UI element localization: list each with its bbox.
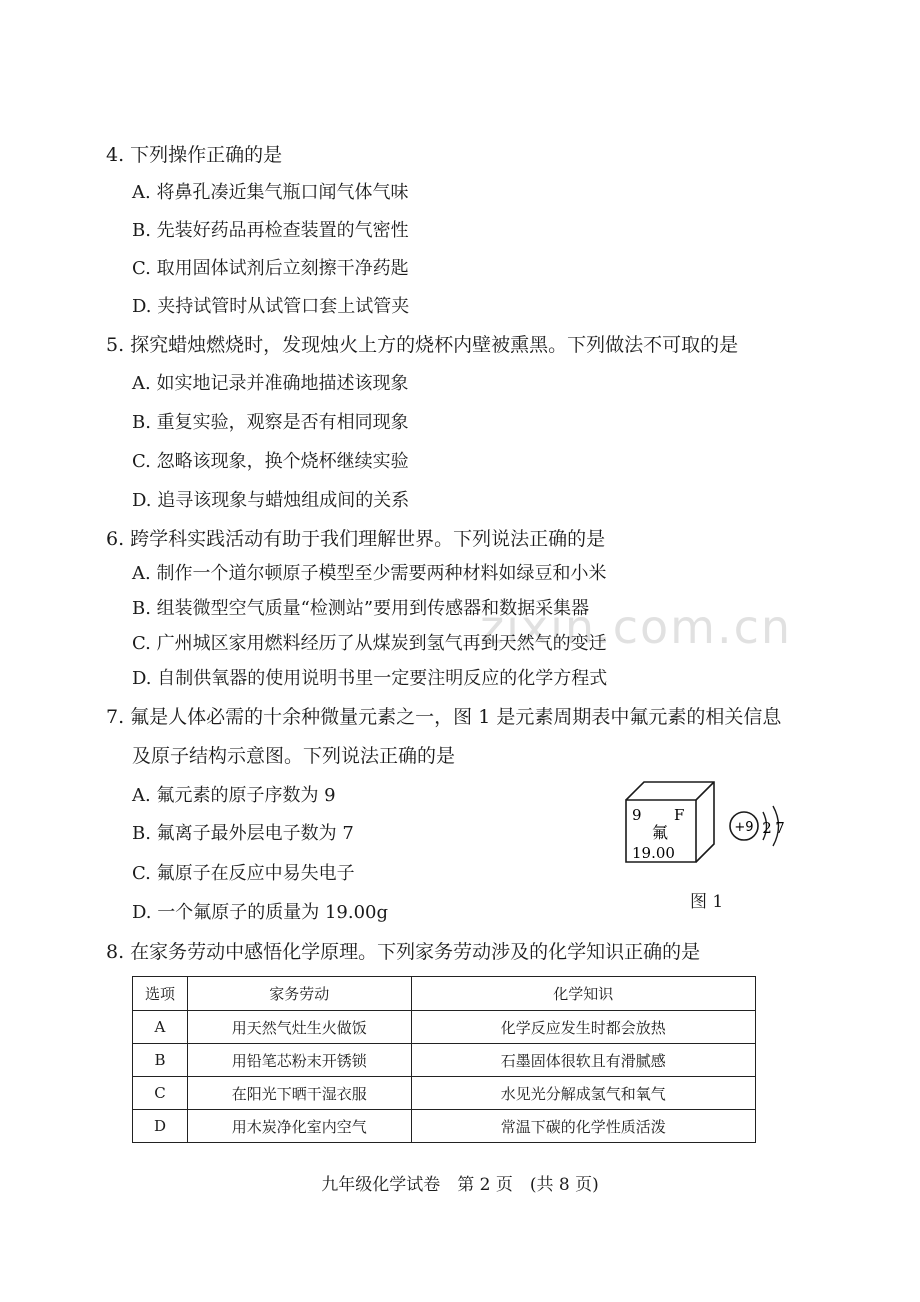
- question-4-option-b: B. 先装好药品再检查装置的气密性: [132, 220, 409, 241]
- question-4-stem: 4. 下列操作正确的是: [106, 144, 283, 166]
- question-6-option-a: A. 制作一个道尔顿原子模型至少需要两种材料如绿豆和小米: [132, 563, 607, 584]
- table-header: 选项: [133, 977, 188, 1011]
- question-6-option-c: C. 广州城区家用燃料经历了从煤炭到氢气再到天然气的变迁: [132, 633, 607, 654]
- question-5-option-a: A. 如实地记录并准确地描述该现象: [132, 373, 409, 394]
- question-4-option-a: A. 将鼻孔凑近集气瓶口闻气体气味: [132, 182, 409, 203]
- question-5-option-c: C. 忽略该现象，换个烧杯继续实验: [132, 451, 409, 472]
- table-header: 家务劳动: [187, 977, 411, 1011]
- question-4-option-d: D. 夹持试管时从试管口套上试管夹: [132, 296, 410, 317]
- question-6-option-d: D. 自制供氧器的使用说明书里一定要注明反应的化学方程式: [132, 668, 608, 689]
- table-cell: A: [133, 1011, 188, 1044]
- figure-caption: 图 1: [690, 892, 724, 912]
- table-cell: 在阳光下晒干湿衣服: [187, 1077, 411, 1110]
- table-cell: 常温下碳的化学性质活泼: [411, 1110, 755, 1143]
- question-7-option-c: C. 氟原子在反应中易失电子: [132, 863, 355, 884]
- element-name: 氟: [652, 823, 669, 842]
- table-row: [133, 1077, 756, 1110]
- chores-table: [132, 976, 756, 1143]
- table-cell: B: [133, 1044, 188, 1077]
- table-cell: 用木炭净化室内空气: [187, 1110, 411, 1143]
- table-row: [133, 1044, 756, 1077]
- atomic-number: 9: [632, 806, 642, 824]
- question-5-option-d: D. 追寻该现象与蜡烛组成间的关系: [132, 490, 410, 511]
- shell-electrons-1: 2: [762, 819, 772, 837]
- table-cell: 用天然气灶生火做饭: [187, 1011, 411, 1044]
- table-header: 化学知识: [411, 977, 755, 1011]
- question-7-stem: 7. 氟是人体必需的十余种微量元素之一，图 1 是元素周期表中氟元素的相关信息: [106, 706, 782, 728]
- element-symbol: F: [674, 806, 685, 824]
- table-row: [133, 1011, 756, 1044]
- table-cell: 石墨固体很软且有滑腻感: [411, 1044, 755, 1077]
- table-cell: 用铅笔芯粉末开锈锁: [187, 1044, 411, 1077]
- question-8-stem: 8. 在家务劳动中感悟化学原理。下列家务劳动涉及的化学知识正确的是: [106, 941, 701, 963]
- table-row: [133, 1110, 756, 1143]
- page-footer: 九年级化学试卷 第 2 页 (共 8 页): [321, 1175, 599, 1195]
- question-5-stem: 5. 探究蜡烛燃烧时，发现烛火上方的烧杯内壁被熏黑。下列做法不可取的是: [106, 334, 739, 356]
- question-7-option-d: D. 一个氟原子的质量为 19.00g: [132, 902, 389, 923]
- table-cell: 水见光分解成氢气和氧气: [411, 1077, 755, 1110]
- shell-electrons-2: 7: [775, 819, 785, 837]
- table-cell: D: [133, 1110, 188, 1143]
- fluorine-figure: [620, 778, 800, 868]
- nucleus-charge: +9: [734, 820, 754, 835]
- question-7-option-a: A. 氟元素的原子序数为 9: [132, 785, 336, 806]
- atomic-mass: 19.00: [632, 844, 675, 862]
- table-cell: 化学反应发生时都会放热: [411, 1011, 755, 1044]
- question-6-option-b: B. 组装微型空气质量“检测站”要用到传感器和数据采集器: [132, 598, 590, 619]
- table-cell: C: [133, 1077, 188, 1110]
- question-5-option-b: B. 重复实验，观察是否有相同现象: [132, 412, 409, 433]
- table-header-row: [133, 977, 756, 1011]
- watermark: zixin.com.cn: [480, 600, 793, 654]
- question-7-stem-continued: 及原子结构示意图。下列说法正确的是: [132, 745, 456, 767]
- question-4-option-c: C. 取用固体试剂后立刻擦干净药匙: [132, 258, 409, 279]
- question-6-stem: 6. 跨学科实践活动有助于我们理解世界。下列说法正确的是: [106, 528, 606, 550]
- question-7-option-b: B. 氟离子最外层电子数为 7: [132, 823, 354, 844]
